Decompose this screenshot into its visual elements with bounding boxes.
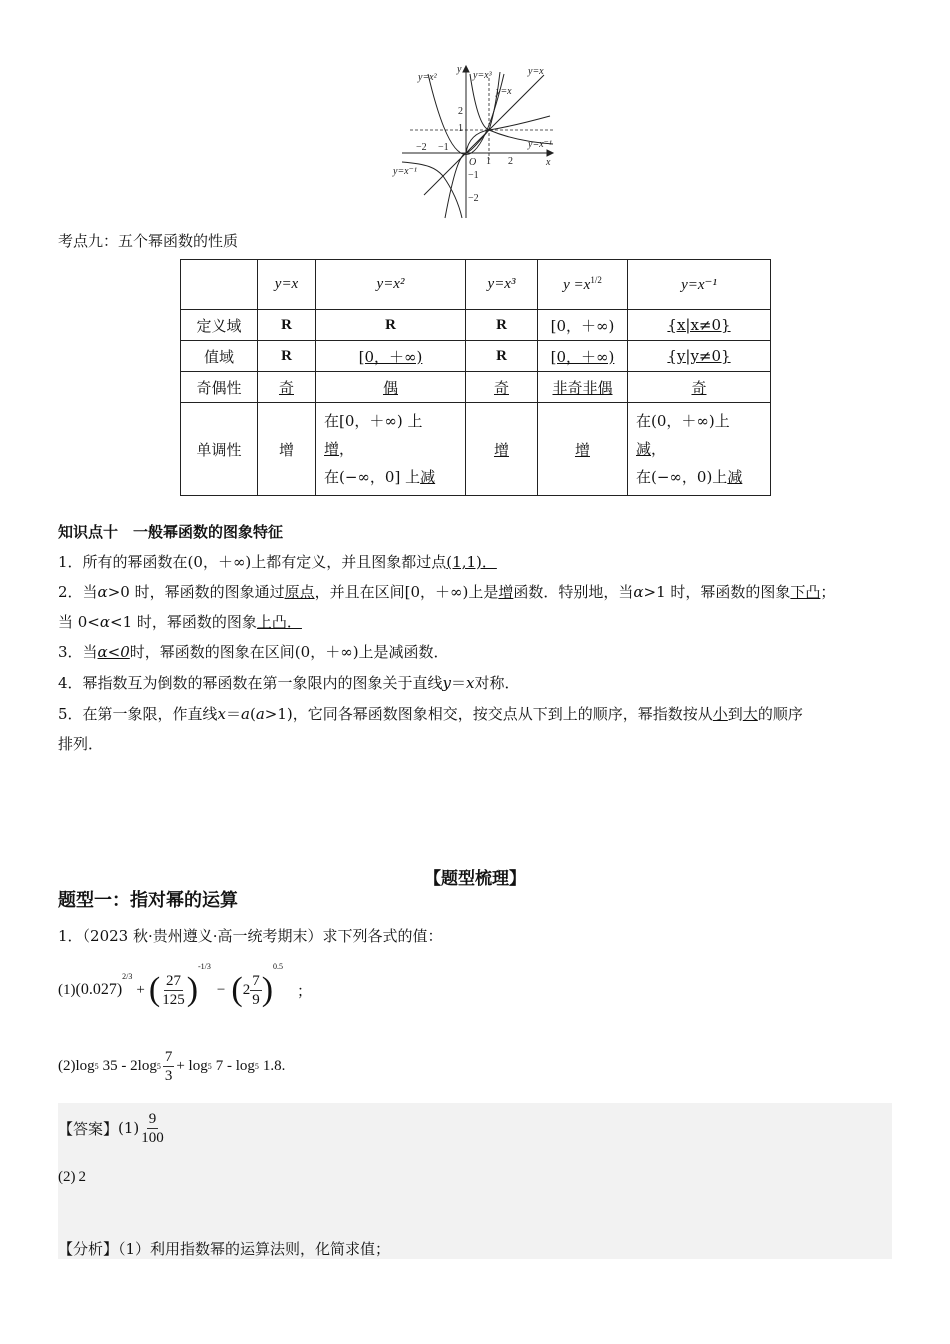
cell: R [466, 341, 538, 372]
cell: 增 [258, 403, 316, 496]
cell: {x|x≠0} [628, 310, 771, 341]
end: . [281, 1057, 286, 1074]
text: 4．幂指数互为倒数的幂函数在第一象限内的图象关于直线 [58, 674, 443, 692]
fraction-27-125 [160, 972, 187, 1009]
type1-title: 题型一：指对幂的运算 [58, 890, 238, 911]
cell: {y|y≠0} [628, 341, 771, 372]
text: 当 0< [58, 613, 100, 631]
text: >0 时，幂函数的图象通过 [107, 583, 285, 601]
text: ＝ [451, 674, 467, 692]
power-function-graph [388, 60, 568, 220]
axis-x-label: x [546, 157, 551, 168]
exp: 0.5 [273, 962, 284, 971]
sub: 5 [207, 1061, 212, 1071]
analysis-text: （1）利用指数幂的运算法则，化简求值； [118, 1240, 391, 1258]
tick-xneg2: −2 [416, 142, 427, 153]
exp: 2/3 [122, 972, 133, 981]
text: 到 [727, 705, 743, 723]
point-2 [58, 581, 835, 603]
text: 时，幂函数的图象在区间(0，＋∞)上是减函数． [129, 643, 449, 661]
text: 的顺序 [757, 705, 803, 723]
cell: [0，＋∞) [538, 341, 628, 372]
row-label: 值域 [181, 341, 258, 372]
answer-2-label: (2) [58, 1169, 76, 1185]
answer-1-label: (1) [118, 1119, 140, 1137]
curve-y-xinv-right [470, 74, 553, 144]
section9-title: 考点九：五个幂函数的性质 [58, 232, 239, 250]
fraction-7-9 [250, 972, 262, 1009]
point-2-cont [58, 611, 302, 633]
cell-monotonic-xinv [628, 403, 771, 496]
cell: 偶 [316, 372, 466, 403]
tick-x2: 2 [508, 156, 513, 167]
term: 35 - 2log [102, 1057, 157, 1074]
text: y [442, 674, 452, 692]
exp: -1/3 [198, 962, 211, 971]
cell: R [258, 310, 316, 341]
header-col2: y=x² [316, 260, 466, 310]
text: ( [249, 705, 256, 723]
cell-monotonic-x2 [316, 403, 466, 496]
answer-label: 【答案】 [58, 1119, 119, 1138]
point-5 [58, 703, 803, 725]
cell: 奇 [628, 372, 771, 403]
section10-title: 知识点十 一般幂函数的图象特征 [58, 523, 284, 541]
num: 9 [148, 1110, 157, 1127]
header-empty [181, 260, 258, 310]
sub: 5 [156, 1061, 161, 1071]
text: ＝ [226, 705, 242, 723]
cell: 奇 [258, 372, 316, 403]
cell-text: 增 [324, 440, 340, 458]
tick-x1: 1 [486, 156, 491, 167]
label-xinv-right: y=x⁻¹ [528, 139, 552, 150]
tick-xneg1: −1 [438, 142, 449, 153]
text: 大 [742, 705, 758, 723]
label: (1) [58, 981, 76, 998]
cell: R [316, 310, 466, 341]
fraction-7-3 [163, 1048, 175, 1085]
paren-open: ( [231, 971, 243, 1008]
text: 小 [712, 705, 728, 723]
den: 125 [162, 991, 185, 1008]
cell: 增 [538, 403, 628, 496]
text: α [99, 613, 111, 631]
text: 对称． [474, 674, 520, 692]
point-3 [58, 641, 449, 663]
text: α<0 [97, 643, 130, 661]
cell-text: 在(0，＋∞)上 [636, 412, 730, 430]
cell-text: 减 [636, 440, 652, 458]
text: (1,1)． [446, 553, 497, 571]
text: α [97, 583, 108, 601]
num: 27 [165, 972, 181, 989]
label-x2: y=x² [418, 72, 437, 83]
power-function-properties-table [180, 259, 771, 496]
text: ； [820, 583, 836, 601]
header-col4-base: y =x [563, 277, 591, 293]
cell-text: 在[0，＋∞) 上 [324, 412, 423, 430]
text: 上凸． [256, 613, 302, 631]
end: ； [297, 983, 313, 1000]
text: a [241, 705, 250, 723]
text: <1 时，幂函数的图象 [110, 613, 257, 631]
text: x [466, 674, 475, 692]
text: ，并且在区间[0，＋∞)上是 [314, 583, 499, 601]
point-5-cont: 排列． [58, 735, 104, 753]
den: 3 [164, 1067, 173, 1084]
den: 9 [252, 991, 260, 1008]
header-col4 [538, 260, 628, 310]
text: α [633, 583, 644, 601]
analysis-label: 【分析】 [58, 1240, 119, 1258]
row-label: 奇偶性 [181, 372, 258, 403]
answer-2-value: 2 [78, 1169, 86, 1185]
axis-y-label: y [457, 64, 462, 75]
label-xhalf: y=x [496, 86, 512, 97]
header-col5: y=x⁻¹ [628, 260, 771, 310]
base: (0.027) [75, 981, 123, 998]
paren-open: ( [148, 971, 161, 1008]
text: >1)，它同各幂函数图象相交，按交点从下到上的顺序，幂指数按从 [264, 705, 713, 723]
cell: R [258, 341, 316, 372]
tick-yneg2: −2 [468, 193, 479, 204]
point-1 [58, 551, 497, 573]
label-xinv-left: y=x⁻¹ [393, 166, 417, 177]
cell: [0，＋∞) [316, 341, 466, 372]
text: 1．所有的幂函数在(0，＋∞)上都有定义，并且图象都过点 [58, 553, 447, 571]
header-col1: y=x [258, 260, 316, 310]
cell-text: 在(−∞，0] 上 [324, 468, 421, 486]
cell-text: 减 [420, 468, 436, 486]
row-label: 定义域 [181, 310, 258, 341]
text: 增 [498, 583, 514, 601]
tick-y1: 1 [458, 123, 463, 134]
tick-y2: 2 [458, 106, 463, 117]
cell-text: 减 [727, 468, 743, 486]
text: 函数．特别地，当 [513, 583, 634, 601]
label: (2) [58, 1057, 76, 1074]
answer-2 [58, 1166, 86, 1188]
minus: − [216, 981, 226, 998]
paren-close: ) [261, 971, 274, 1008]
num: 7 [252, 972, 260, 989]
cell: 非奇非偶 [538, 372, 628, 403]
plus: + [136, 981, 145, 998]
log: log [75, 1057, 95, 1074]
header-col4-exp: 1/2 [590, 275, 602, 285]
term: + log [176, 1057, 208, 1074]
point-4 [58, 672, 520, 694]
text: >1 时，幂函数的图象 [643, 583, 791, 601]
answer-1 [58, 1106, 166, 1150]
text: 5．在第一象限，作直线 [58, 705, 218, 723]
cell-text: ， [339, 440, 355, 458]
text: 2．当 [58, 583, 98, 601]
paren-close: ) [186, 971, 199, 1008]
question-1: 1．（2023 秋·贵州遵义·高一统考期末）求下列各式的值： [58, 927, 443, 945]
row-label: 单调性 [181, 403, 258, 496]
question-1-part2 [58, 1043, 285, 1089]
whole: 2 [242, 981, 251, 998]
analysis [58, 1238, 390, 1260]
cell: R [466, 310, 538, 341]
term: 7 - log [215, 1057, 255, 1074]
cell-text: ， [651, 440, 667, 458]
num: 7 [164, 1048, 173, 1065]
label-x: y=x [528, 66, 544, 77]
tick-yneg1: −1 [468, 170, 479, 181]
cell: 奇 [466, 372, 538, 403]
text: 下凸 [790, 583, 821, 601]
den: 100 [141, 1129, 164, 1146]
question-1-part1 [58, 962, 312, 1018]
types-heading: 【题型梳理】 [424, 869, 526, 889]
answer-box [58, 1103, 892, 1259]
sub: 5 [254, 1061, 259, 1071]
sub: 5 [94, 1061, 99, 1071]
label-x3: y=x³ [473, 70, 492, 81]
origin-label: O [469, 157, 477, 168]
term: 1.8 [262, 1057, 282, 1074]
text: a [255, 705, 265, 723]
cell: [0，＋∞) [538, 310, 628, 341]
cell: 增 [466, 403, 538, 496]
header-col3: y=x³ [466, 260, 538, 310]
text: 3．当 [58, 643, 98, 661]
text: x [217, 705, 227, 723]
cell-text: 在(−∞，0)上 [636, 468, 728, 486]
text: 原点 [284, 583, 315, 601]
answer-1-fraction [139, 1110, 166, 1147]
